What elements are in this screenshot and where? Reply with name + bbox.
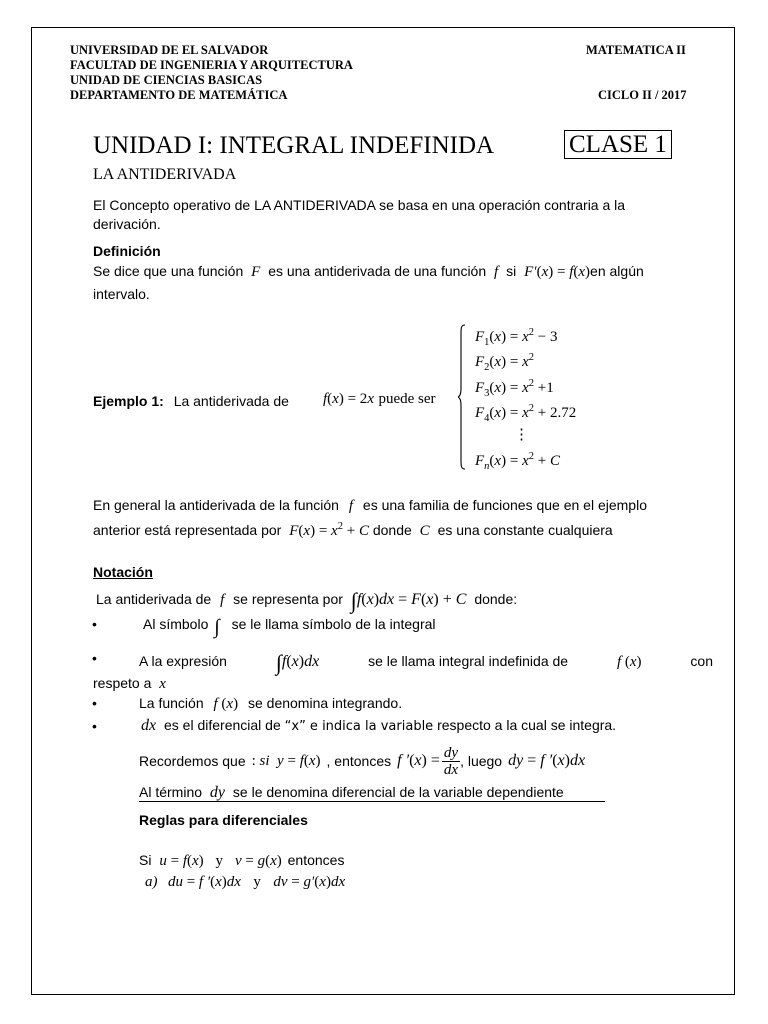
bullet-4: •: [92, 718, 97, 734]
integral-expression: ∫f(x)dx: [275, 650, 320, 675]
example-1-label: Ejemplo 1:: [93, 393, 164, 409]
bullet-2: •: [92, 650, 97, 666]
antiderivative-f1: $F_1(x) = x^2 - 3$: [475, 327, 558, 348]
term-underline: [139, 801, 605, 802]
general-line-1: En general la antiderivada de la función f es una familia de funciones que en el ejemplo: [93, 497, 647, 514]
general-formula: $F(x) = x^2 + C$: [289, 521, 369, 539]
general-line-2: anterior está representada por $F(x) = x^2 + C$ donde C es una constante cualquiera: [93, 521, 613, 539]
integral-notation: ∫f(x)dx = F(x) + C: [350, 588, 467, 613]
header-institution: [70, 43, 353, 103]
antiderivative-fn: $F_n(x) = x^2 + C$: [475, 451, 560, 472]
header-line-department: DEPARTAMENTO DE MATEMÁTICA: [70, 88, 288, 102]
integral-icon: ∫: [350, 588, 357, 613]
example-1-line: Ejemplo 1: La antiderivada de: [93, 393, 289, 409]
clase-box: CLASE 1: [564, 130, 672, 159]
header-line-faculty: FACULTAD DE INGENIERIA Y ARQUITECTURA: [70, 58, 353, 72]
antiderivative-f4: $F_4(x) = x^2 + 2.72$: [475, 403, 577, 424]
integral-icon: ∫: [214, 616, 220, 638]
antiderivative-f3: $F_3(x) = x^2 +1$: [475, 378, 554, 399]
vertical-ellipsis: ⋮: [514, 427, 529, 443]
rules-condition-line: Si u = f(x) y v = g(x) entonces: [139, 852, 345, 869]
bullet-2-text: A la expresión ∫f(x)dx se le llama integral indefinida de f (x) con: [139, 650, 713, 675]
intro-line-2: derivación.: [93, 216, 161, 232]
bullet-3: •: [92, 695, 97, 711]
header-line-university: UNIVERSIDAD DE EL SALVADOR: [70, 43, 269, 57]
rule-a: a) du = f ′(x)dx y dv = g′(x)dx: [145, 874, 346, 890]
antiderivative-f2: $F_2(x) = x^2$: [475, 352, 534, 373]
definition-line-2: intervalo.: [93, 286, 150, 302]
derivative-fraction: $\frac{dy}{dx}$: [443, 744, 459, 778]
header-course: MATEMATICA II: [586, 43, 686, 57]
header-cycle: CICLO II / 2017: [598, 88, 687, 102]
header-line-unit: UNIDAD DE CIENCIAS BASICAS: [70, 73, 263, 87]
page-title: UNIDAD I: INTEGRAL INDEFINIDA: [93, 132, 495, 159]
example-1-function: f(x) = 2x puede ser: [323, 391, 436, 407]
integral-icon: ∫: [275, 650, 282, 675]
definition-line-1: Se dice que una función F es una antiderivada de una función f si F′(x) = f(x)en algún: [93, 263, 644, 280]
bullet-3-text: La función f (x) se denomina integrando.: [139, 695, 403, 712]
term-line: Al término dy se le denomina diferencial de la variable dependiente: [139, 784, 564, 801]
rules-heading: Reglas para diferenciales: [139, 812, 308, 828]
bullet-1-text: Al símbolo ∫ se le llama símbolo de la integral: [143, 616, 436, 638]
notation-line: La antiderivada de f se representa por ∫f(x)dx = F(x) + C donde:: [96, 588, 518, 613]
definition-formula: F′(x) = f(x): [524, 264, 591, 280]
recall-line: Recordemos que : si y = f(x) , entonces f ′(x) = $\frac{dy}{dx}$ , luego dy = f ′(x)dx: [139, 744, 586, 778]
left-brace-icon: [458, 324, 466, 470]
section-subtitle: LA ANTIDERIVADA: [93, 166, 237, 183]
intro-line-1: El Concepto operativo de LA ANTIDERIVADA se basa en una operación contraria a la: [93, 197, 626, 213]
definition-heading: Definición: [93, 243, 161, 259]
bullet-4-text: dx es el diferencial de “x” e indica la variable respecto a la cual se integra.: [141, 717, 617, 734]
clase-label: [564, 131, 672, 159]
notation-heading: Notación: [93, 564, 153, 580]
bullet-1: •: [92, 616, 97, 632]
bullet-2-continuation: respeto a x: [93, 675, 166, 692]
